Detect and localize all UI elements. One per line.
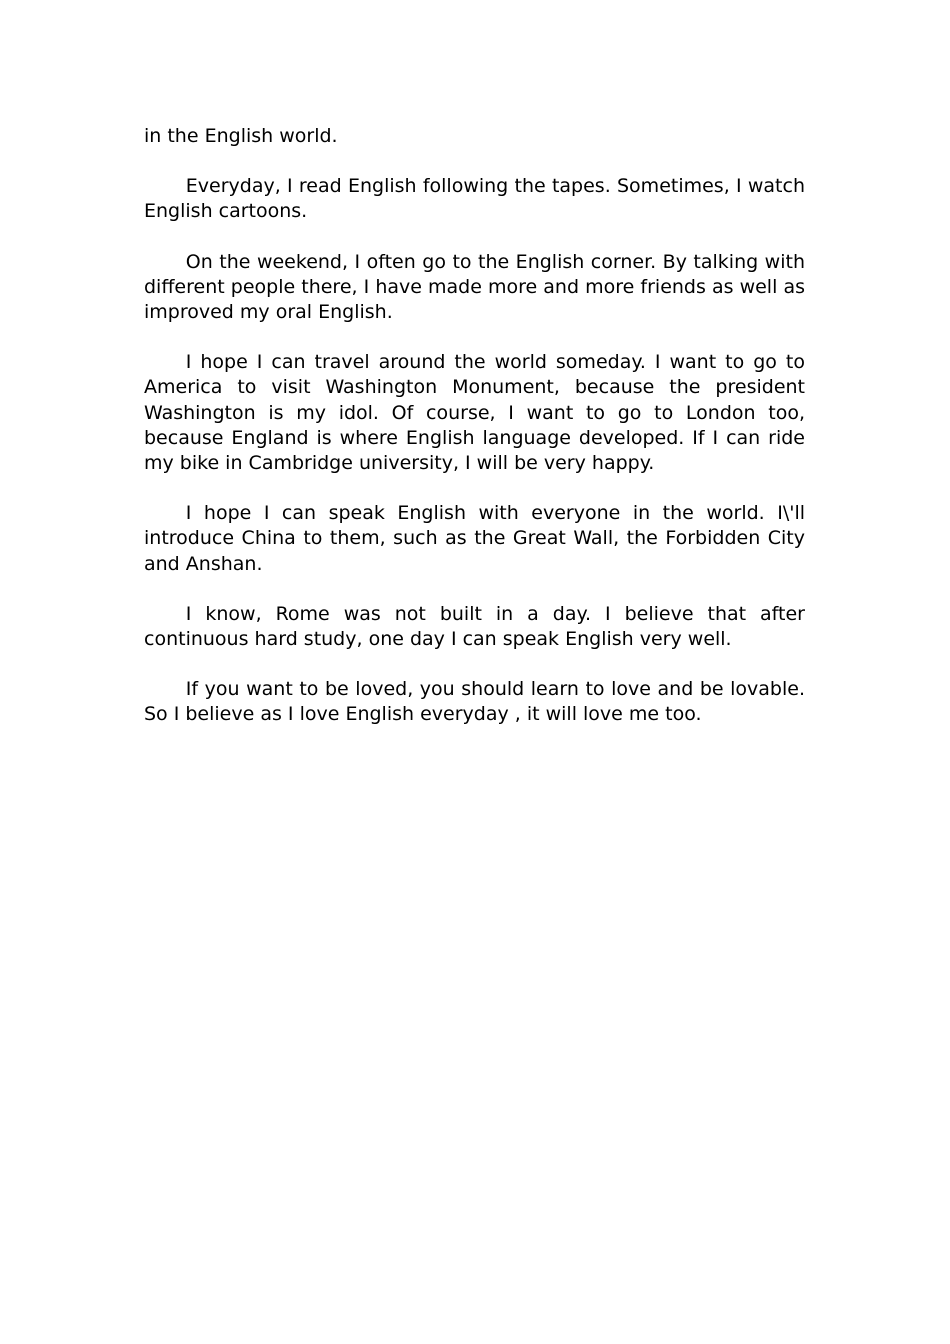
- paragraph-2: Everyday, I read English following the tapes. Sometimes, I watch English cartoons.: [144, 175, 805, 223]
- paragraph-4: I hope I can travel around the world someday. I want to go to America to visit Washington Monument, because the president Washington is my idol. Of course, I want to go to London too, because England is where English language developed. If I can ride my bike in Cambridge university, I will be very happy.: [144, 351, 805, 475]
- paragraph-3: On the weekend, I often go to the English corner. By talking with different people there, I have made more and more friends as well as improved my oral English.: [144, 250, 805, 324]
- paragraph-5: I hope I can speak English with everyone in the world. I\'ll introduce China to them, such as the Great Wall, the Forbidden City and Anshan.: [144, 502, 805, 575]
- document-body: [144, 124, 805, 753]
- paragraph-1: in the English world.: [144, 125, 338, 147]
- paragraph-6: I know, Rome was not built in a day. I believe that after continuous hard study, one day I can speak English very well.: [144, 602, 805, 651]
- paragraph-7: If you want to be loved, you should learn to love and be lovable. So I believe as I love English everyday , it will love me too.: [144, 678, 805, 726]
